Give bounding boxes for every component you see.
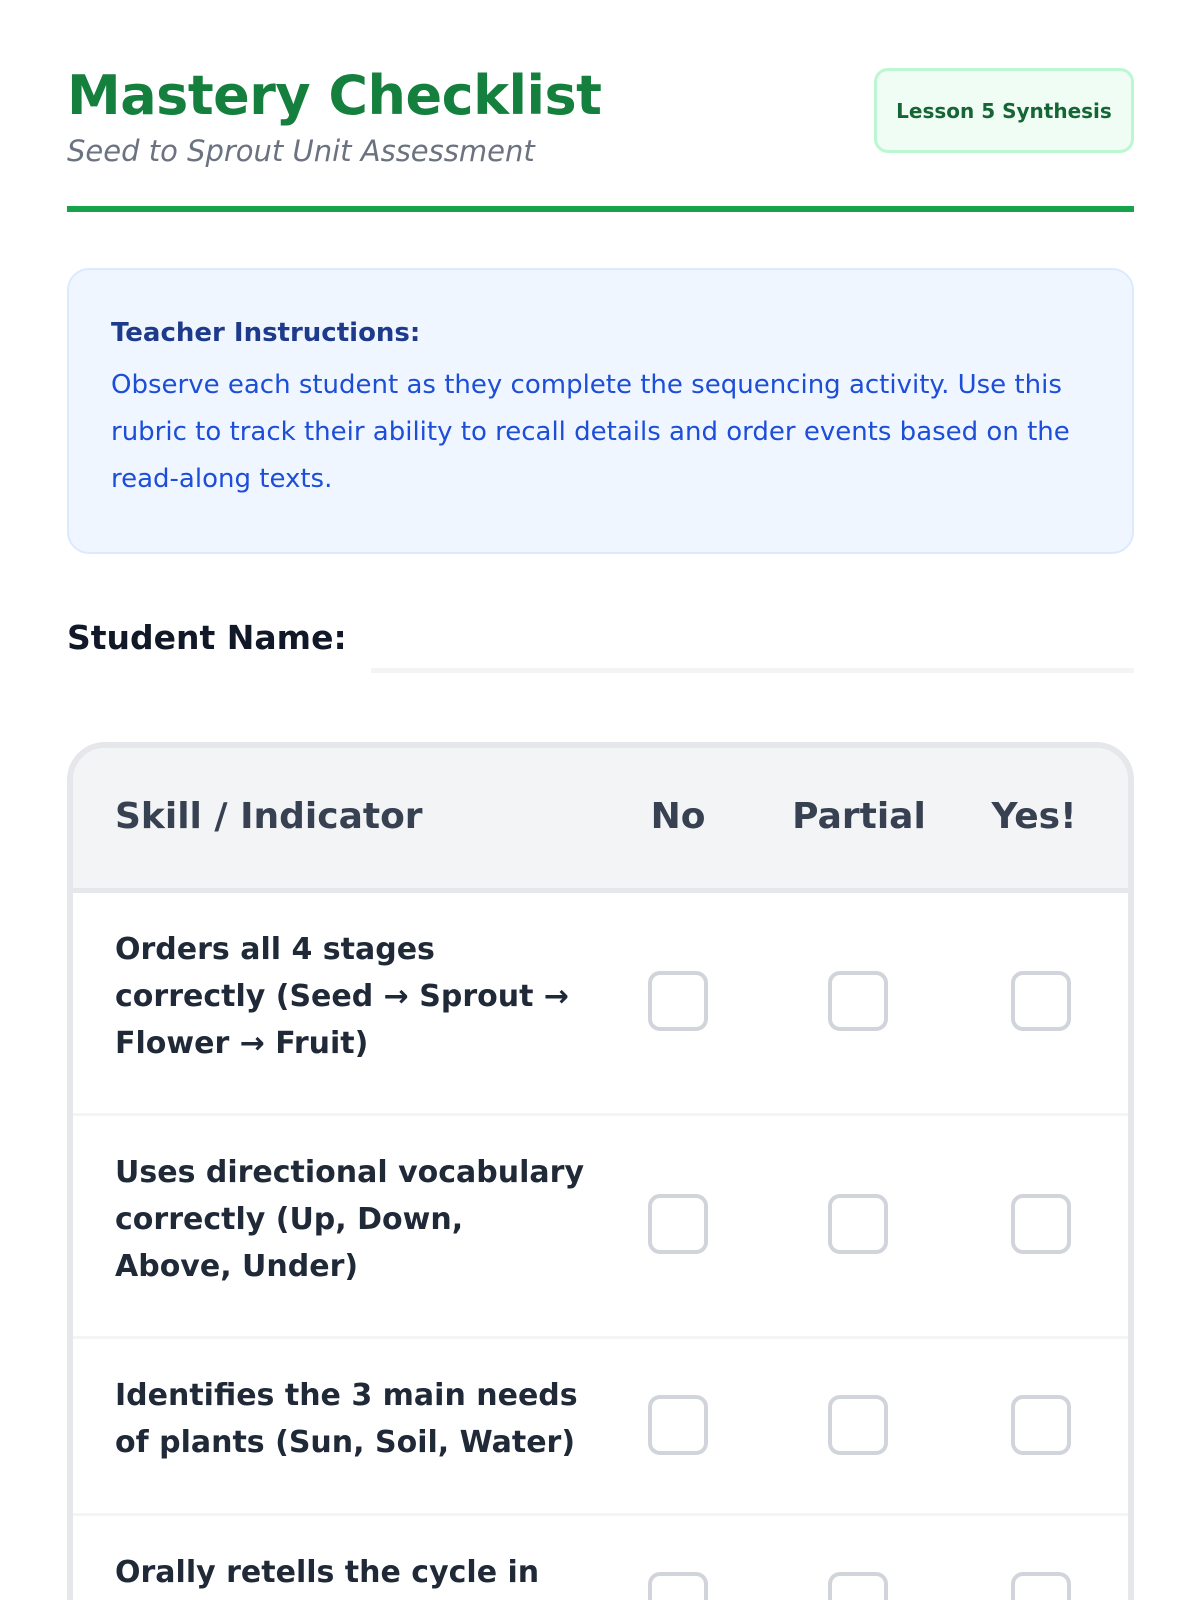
- checkbox-yes[interactable]: [1011, 1194, 1071, 1254]
- teacher-instructions-box: [67, 268, 1134, 554]
- column-header-no: No: [650, 796, 706, 837]
- table-row: [73, 1116, 1128, 1339]
- checkbox-partial[interactable]: [828, 1572, 888, 1600]
- checkbox-no[interactable]: [648, 1572, 708, 1600]
- checkbox-yes[interactable]: [1011, 971, 1071, 1031]
- page-subtitle: Seed to Sprout Unit Assessment: [67, 134, 535, 168]
- student-name-row: [67, 618, 1134, 678]
- table-row: [73, 893, 1128, 1116]
- skill-indicator-text: Uses directional vocabulary correctly (Up, Down, Above, Under): [115, 1155, 585, 1284]
- instructions-heading: Teacher Instructions:: [111, 318, 421, 348]
- student-name-field[interactable]: [371, 668, 1134, 673]
- checkbox-yes[interactable]: [1011, 1395, 1071, 1455]
- student-name-label: Student Name:: [67, 618, 347, 657]
- column-header-yes: Yes!: [991, 796, 1077, 837]
- header-divider: [67, 206, 1134, 212]
- checkbox-no[interactable]: [648, 971, 708, 1031]
- skill-indicator-text: Orders all 4 stages correctly (Seed → Sprout → Flower → Fruit): [115, 932, 570, 1061]
- checkbox-no[interactable]: [648, 1395, 708, 1455]
- table-row: [73, 1339, 1128, 1516]
- checkbox-no[interactable]: [648, 1194, 708, 1254]
- checkbox-partial[interactable]: [828, 1395, 888, 1455]
- instructions-text: Observe each student as they complete the sequencing activity. Use this rubric to track their ability to recall details and order events based on the read-along texts.: [111, 370, 1070, 494]
- skill-indicator-text: Identifies the 3 main needs of plants (Sun, Soil, Water): [115, 1378, 578, 1460]
- checkbox-yes[interactable]: [1011, 1572, 1071, 1600]
- column-header-skill: Skill / Indicator: [115, 796, 423, 837]
- lesson-badge: Lesson 5 Synthesis: [874, 68, 1134, 153]
- column-header-partial: Partial: [792, 796, 926, 837]
- checkbox-partial[interactable]: [828, 971, 888, 1031]
- skill-indicator-text: Orally retells the cycle in: [115, 1555, 540, 1590]
- mastery-table: [67, 742, 1134, 1600]
- page-title: Mastery Checklist: [67, 64, 602, 127]
- table-row: [73, 1516, 1128, 1600]
- page-header: [67, 60, 1134, 212]
- checkbox-partial[interactable]: [828, 1194, 888, 1254]
- table-header-row: [73, 748, 1128, 893]
